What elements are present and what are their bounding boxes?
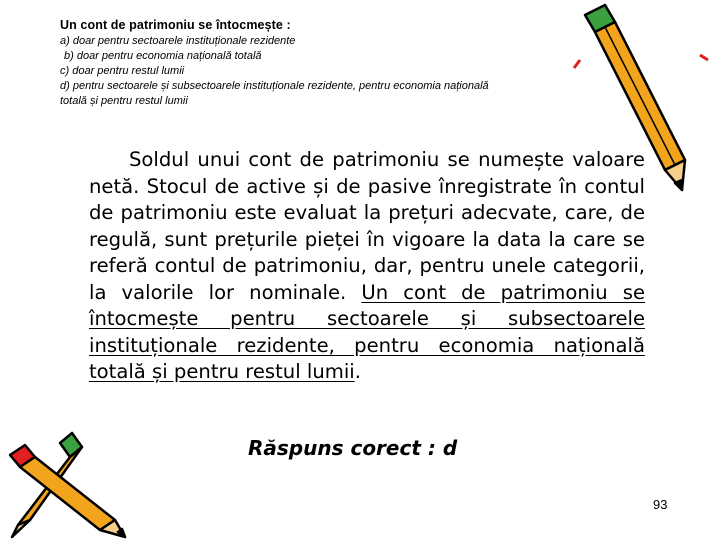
question-block [60,18,600,109]
option-d-continued: totală și pentru restul lumii [60,95,188,107]
option-d: d) pentru sectoarele și subsectoarele instituționale rezidente, pentru economia națională [60,80,489,92]
option-a: a) doar pentru sectoarele instituționale rezidente [60,35,296,47]
option-b: b) doar pentru economia națională totală [64,50,262,62]
explanation-end: . [354,360,361,383]
correct-answer: Răspuns corect : d [248,436,458,460]
pencils-icon [0,425,140,540]
pencil-icon [560,0,720,200]
question-title: Un cont de patrimoniu se întocmește : [60,18,291,32]
explanation-intro: Soldul unui cont de patrimoniu se numește valoare netă. Stocul de active și de pasive înregistrate în contul de patrimoniu este evaluat la prețuri adecvate, care, de regulă, sunt prețurile pieței în vigoare la data la care se referă contul de patrimoniu, dar, pentru unele categorii, la valorile lor nominale. [89,148,645,304]
option-c: c) doar pentru restul lumii [60,65,185,77]
page-number: 93 [653,497,668,512]
explanation-underlined: Un cont de patrimoniu se întocmește pentru sectoarele și subsectoarele instituționale rezidente, pentru economia națională totală și pentru restul lumii [89,280,645,383]
